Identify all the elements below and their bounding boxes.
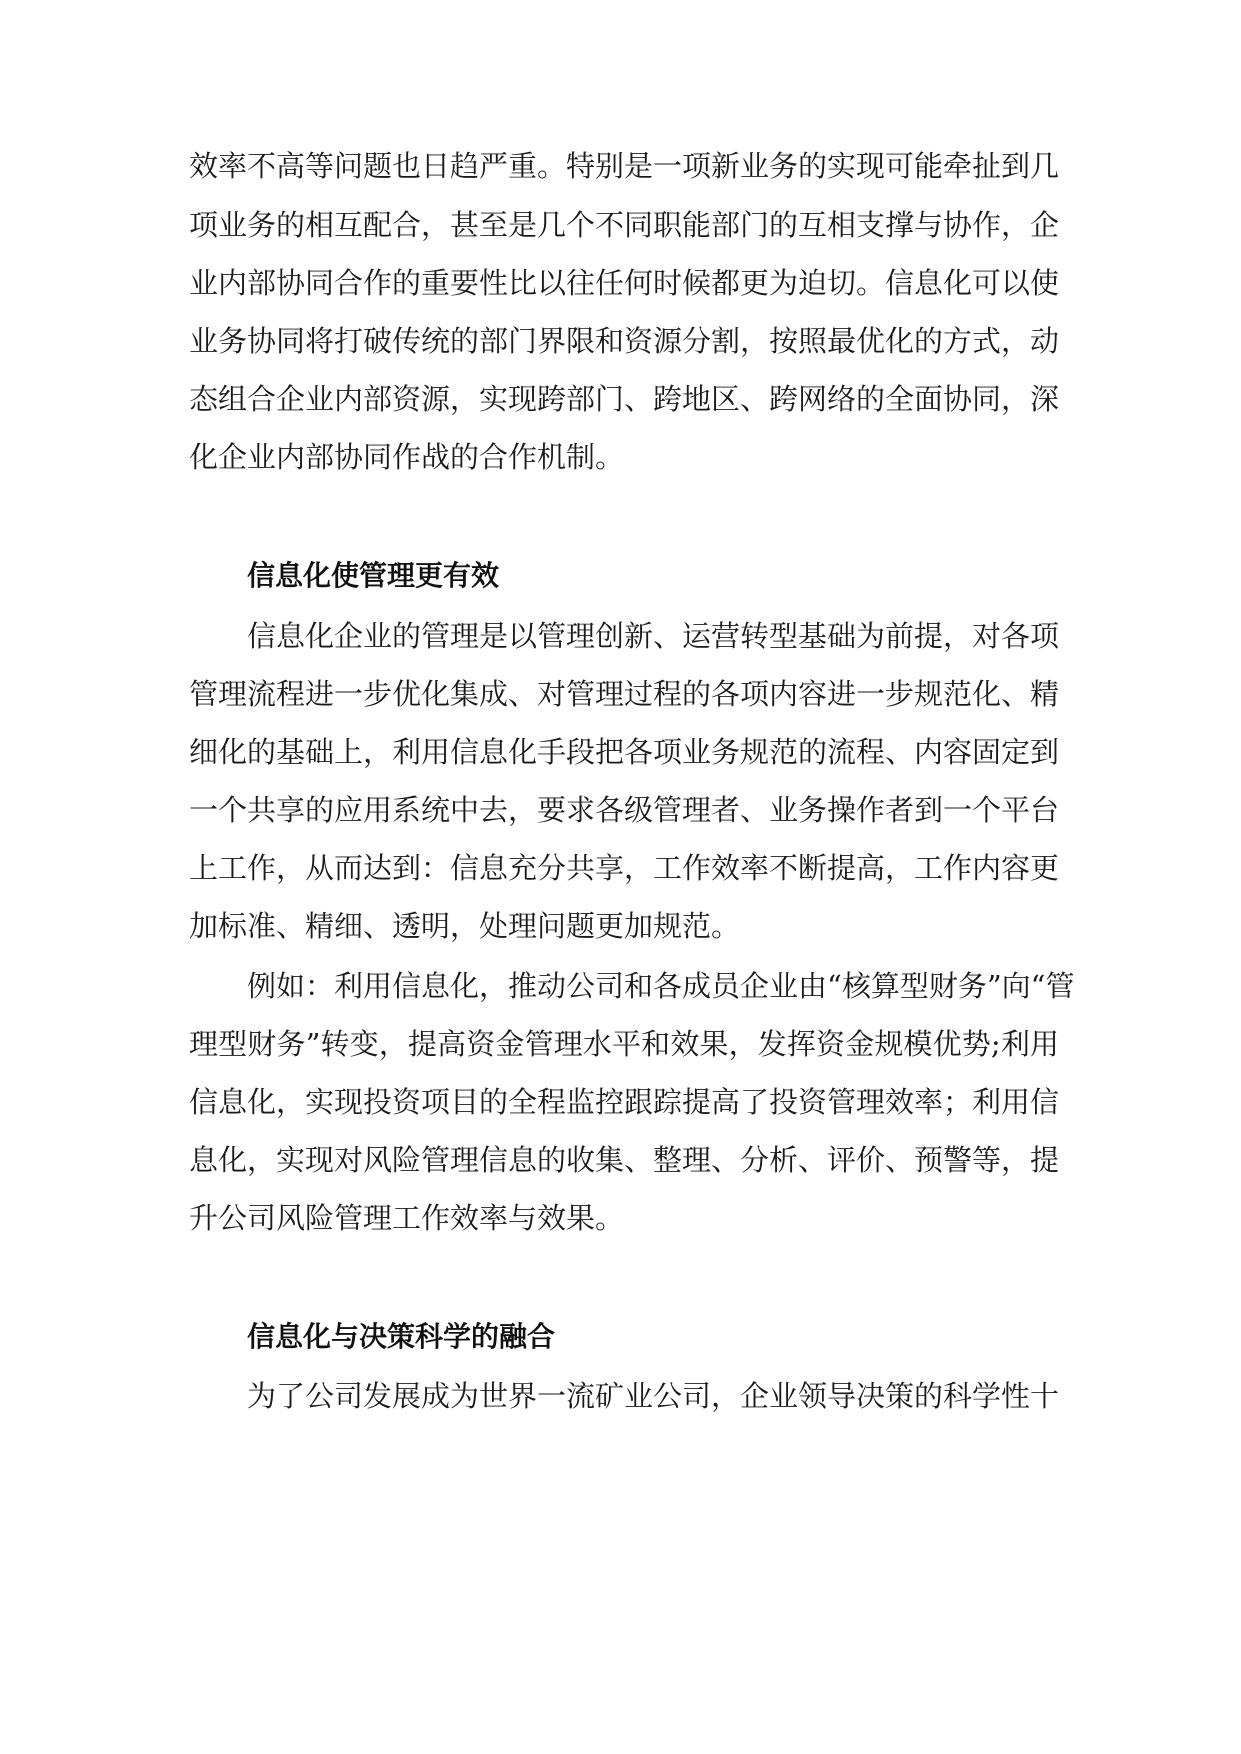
paragraph-line: 细化的基础上，利用信息化手段把各项业务规范的流程、内容固定到 (189, 735, 1060, 769)
paragraph-line: 加标准、精细、透明，处理问题更加规范。 (189, 909, 741, 943)
paragraph-line: 化企业内部协同作战的合作机制。 (189, 440, 625, 474)
paragraph-line: 项业务的相互配合，甚至是几个不同职能部门的互相支撑与协作，企 (189, 208, 1060, 242)
paragraph-line: 信息化企业的管理是以管理创新、运营转型基础为前提，对各项 (247, 619, 1060, 653)
section-heading: 信息化与决策科学的融合 (247, 1320, 556, 1353)
paragraph-line: 业内部协同合作的重要性比以往任何时候都更为迫切。信息化可以使 (189, 266, 1060, 300)
paragraph-line: 业务协同将打破传统的部门界限和资源分割，按照最优化的方式，动 (189, 324, 1060, 358)
paragraph-line: 一个共享的应用系统中去，要求各级管理者、业务操作者到一个平台 (189, 793, 1060, 827)
paragraph-line: 升公司风险管理工作效率与效果。 (189, 1201, 625, 1235)
paragraph-line: 理型财务”转变，提高资金管理水平和效果，发挥资金规模优势;利用 (189, 1027, 1059, 1061)
paragraph-line: 为了公司发展成为世界一流矿业公司，企业领导决策的科学性十 (247, 1379, 1060, 1413)
paragraph-line: 信息化，实现投资项目的全程监控跟踪提高了投资管理效率；利用信 (189, 1085, 1060, 1119)
paragraph-line: 态组合企业内部资源，实现跨部门、跨地区、跨网络的全面协同，深 (189, 382, 1060, 416)
paragraph-line: 效率不高等问题也日趋严重。特别是一项新业务的实现可能牵扯到几 (189, 149, 1060, 183)
paragraph-line: 上工作，从而达到：信息充分共享，工作效率不断提高，工作内容更 (189, 851, 1060, 885)
paragraph-line: 例如：利用信息化，推动公司和各成员企业由“核算型财务”向“管 (247, 969, 1075, 1003)
paragraph-line: 息化，实现对风险管理信息的收集、整理、分析、评价、预警等，提 (189, 1143, 1060, 1177)
section-heading: 信息化使管理更有效 (247, 559, 500, 592)
paragraph-line: 管理流程进一步优化集成、对管理过程的各项内容进一步规范化、精 (189, 677, 1060, 711)
